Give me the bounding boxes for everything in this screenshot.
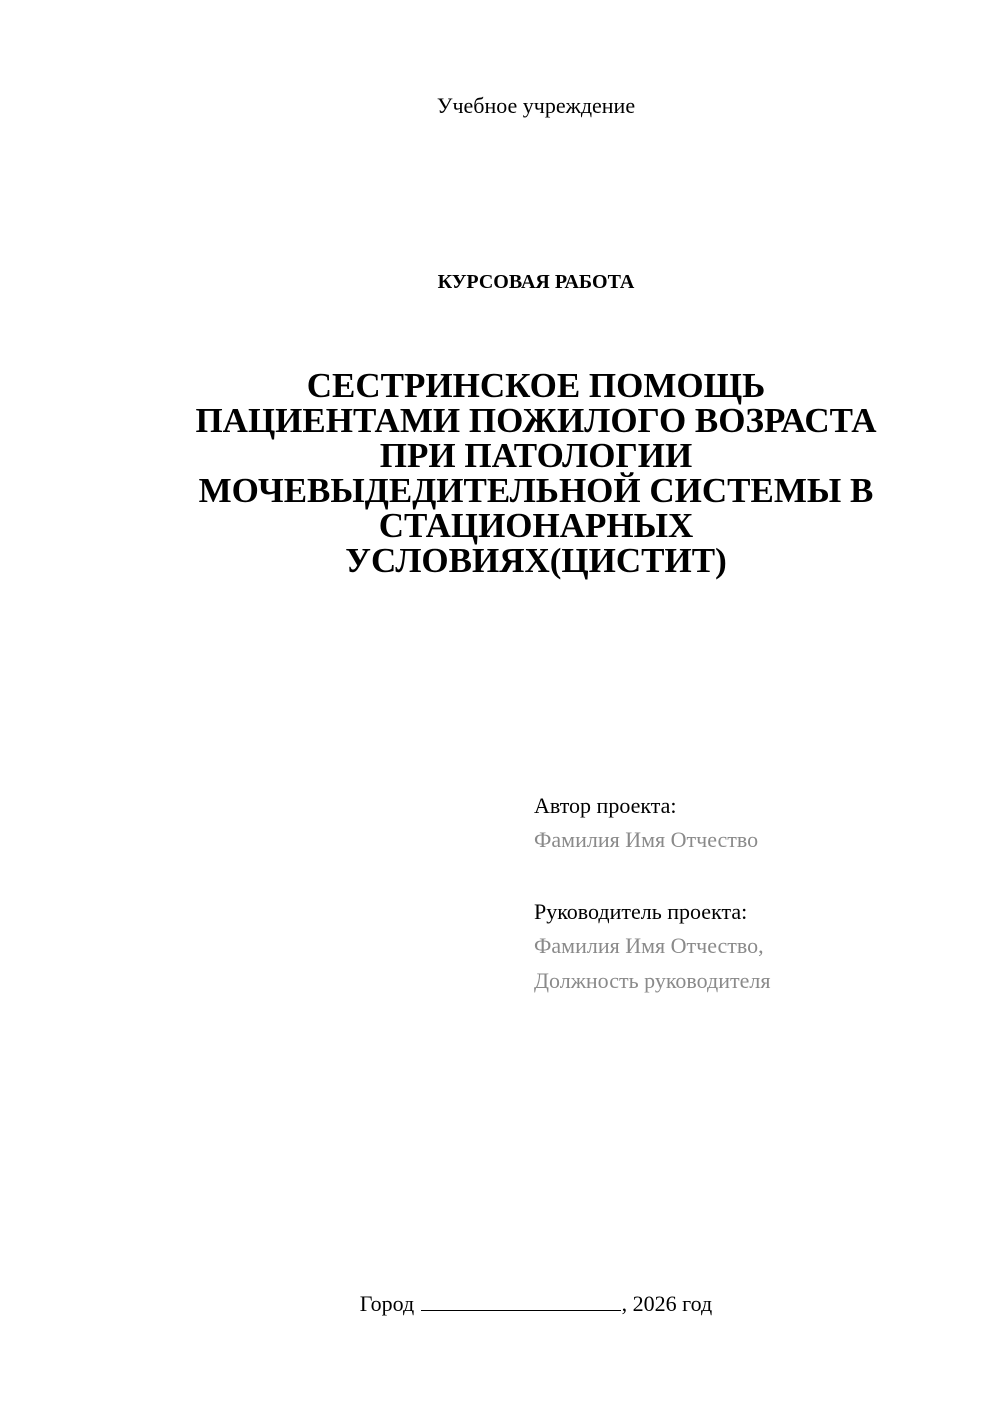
supervisor-name: Фамилия Имя Отчество, [534, 933, 764, 958]
title-line: СТАЦИОНАРНЫХ [378, 506, 694, 545]
author-label: Автор проекта: [534, 793, 677, 818]
institution-name: Учебное учреждение [436, 93, 636, 118]
work-type-heading: КУРСОВАЯ РАБОТА [437, 271, 635, 293]
city-label: Город [359, 1291, 415, 1316]
title-line: СЕСТРИНСКОЕ ПОМОЩЬ [306, 366, 766, 405]
footer-city-year [0, 1288, 1000, 1320]
supervisor-label: Руководитель проекта: [534, 899, 748, 924]
supervisor-position: Должность руководителя [534, 968, 771, 993]
year-text: , 2026 год [621, 1291, 713, 1316]
title-line: УСЛОВИЯХ(ЦИСТИТ) [345, 541, 727, 580]
document-title [120, 368, 952, 578]
city-blank-line [421, 1288, 621, 1311]
title-line: МОЧЕВЫДЕДИТЕЛЬНОЙ СИСТЕМЫ В [198, 471, 874, 510]
title-line: ПАЦИЕНТАМИ ПОЖИЛОГО ВОЗРАСТА [195, 401, 877, 440]
author-name: Фамилия Имя Отчество [534, 827, 759, 852]
title-line: ПРИ ПАТОЛОГИИ [379, 436, 693, 475]
